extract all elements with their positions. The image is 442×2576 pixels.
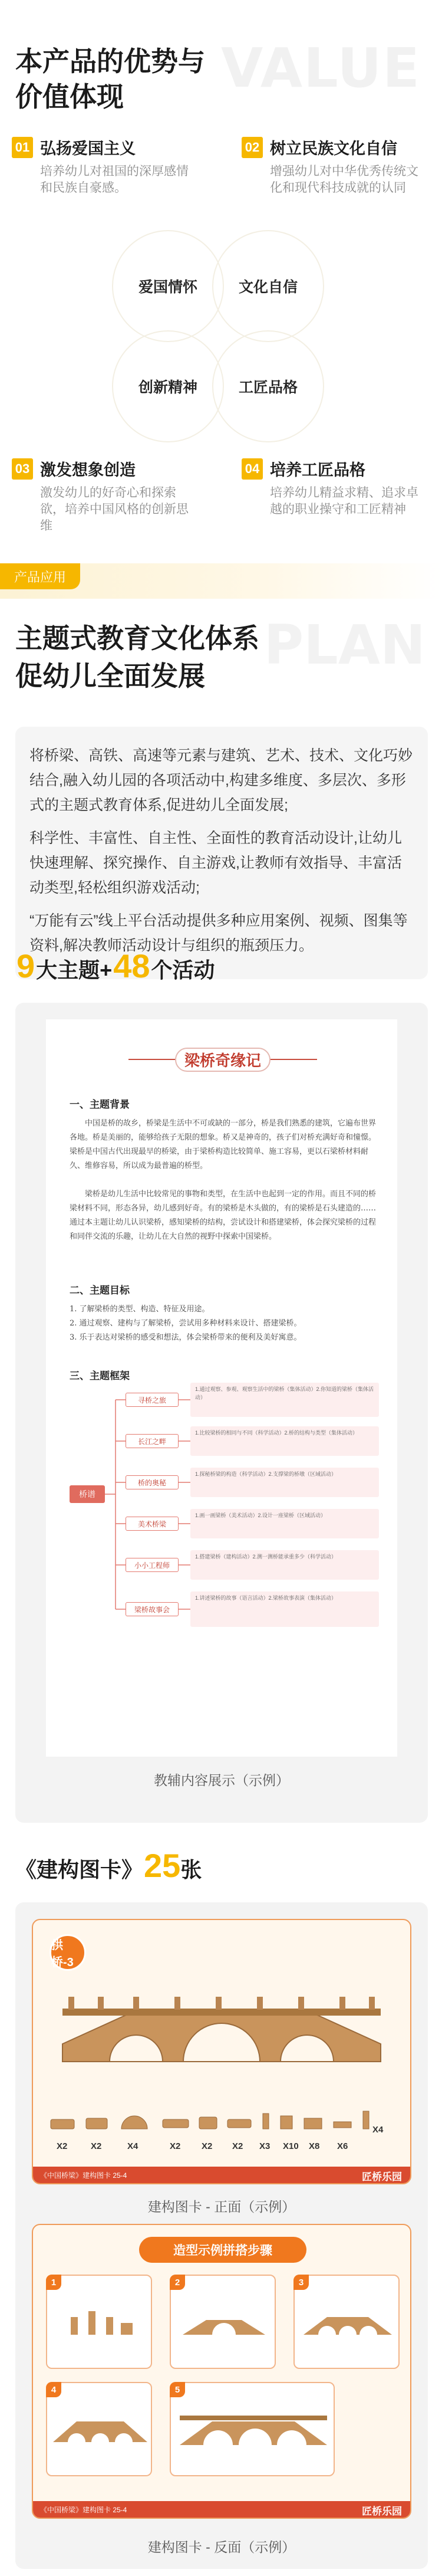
section-title-application: 主题式教育文化体系 促幼儿全面发展	[15, 623, 259, 691]
document-paragraph: 中国是桥的故乡，桥梁是生活中不可或缺的一部分，桥是我们熟悉的建筑，它遍布世界各地。桥是美丽的，能够给孩子无限的想象。桥又是神奇的，孩子们对桥充满好奇和憧憬。梁桥是中国古代出现最早的桥梁，由于梁桥构造比较简单、施工容易，更以石梁桥材料耐久、维修容易，所以成为最普遍的桥型。	[70, 1119, 377, 1170]
feature-desc: 增强幼儿对中华优秀传统文化和现代科技成就的认同	[270, 165, 418, 195]
feature-number: 03	[12, 458, 33, 480]
mindmap-detail: 1.比较梁桥的相同与不同（科学活动）2.桥的结构与类型（集体活动）	[190, 1426, 379, 1456]
section-band	[0, 563, 442, 599]
document-goals: 1. 了解梁桥的类型、构造、特征及用途。 2. 通过观察、建构与了解梁桥，尝试用多种材料来设计、搭建梁桥。 3. 乐于表达对梁桥的感受和想法，体会梁桥带来的便利及美好寓意。	[70, 1305, 302, 1342]
document-paragraph: 梁桥是幼儿生活中比较常见的事物和类型，在生活中也起到一定的作用。而且不同的桥梁材料不同，形态各异，幼儿感到好奇。有的梁桥是木头做的，有的梁桥是石头建造的……通过本主题让幼儿认识梁桥，感知梁桥的结构，尝试设计和搭建梁桥，体会探究梁桥的过程和同伴交流的乐趣，让幼儿在大自然的视野中探索中国梁桥。	[70, 1190, 377, 1241]
mindmap-detail: 1.搭建梁桥（建构活动）2.测一测桥能承重多少（科学活动）	[190, 1550, 379, 1580]
circle-craftsmanship: 工匠品格	[212, 330, 324, 442]
feature-name: 培养工匠品格	[270, 461, 365, 479]
mindmap-node: 寻桥之旅	[126, 1393, 179, 1407]
document-heading: 三、主题框架	[70, 1370, 130, 1382]
step-illustration	[171, 2383, 336, 2477]
feature-1	[12, 136, 200, 196]
mindmap-node: 长江之畔	[126, 1434, 179, 1448]
ghost-text-plan: PLAN	[263, 613, 425, 677]
step-illustration	[295, 2276, 401, 2370]
step-illustration	[171, 2276, 277, 2370]
card-footer: 《中国桥梁》建构图卡 25-4 匠桥乐园	[33, 2167, 410, 2183]
card-back	[32, 2224, 411, 2519]
document-heading: 一、主题背景	[70, 1099, 130, 1111]
document-title: 梁桥奇缘记	[128, 1044, 317, 1075]
feature-2	[242, 136, 430, 196]
feature-3	[12, 457, 200, 534]
feature-number: 01	[12, 137, 33, 158]
card-footer: 《中国桥梁》建构图卡 25-4 匠桥乐园	[33, 2501, 410, 2518]
step-illustration	[47, 2276, 153, 2370]
bridge-illustration	[57, 1973, 387, 2091]
feature-number: 02	[242, 137, 263, 158]
circle-patriotism: 爱国情怀	[112, 230, 224, 342]
card-back-caption: 建构图卡 - 反面（示例）	[147, 2539, 296, 2555]
section-title-value: 本产品的优势与 价值体现	[15, 46, 205, 112]
step-illustration	[47, 2383, 153, 2477]
feature-desc: 激发幼儿的好奇心和探索欲，培养中国风格的创新思维	[40, 486, 189, 533]
card-front-caption: 建构图卡 - 正面（示例）	[147, 2199, 296, 2214]
document-page	[46, 1019, 397, 1757]
mindmap-root: 桥谱	[70, 1485, 105, 1503]
mindmap-detail: 1.画一画梁桥（美术活动）2.设计一座梁桥（区域活动）	[190, 1509, 379, 1538]
intro-paragraph: “万能有云”线上平台活动提供多种应用案例、视频、图集等资料,解决教师活动设计与组织的瓶颈压力。	[29, 913, 408, 954]
parts-row	[45, 2108, 401, 2137]
intro-card	[15, 727, 428, 979]
document-heading: 二、主题目标	[70, 1285, 130, 1297]
quantity-labels: X2 X2 X4 X2 X2 X2 X3 X10 X8 X6 X4	[57, 2125, 384, 2151]
feature-desc: 培养幼儿精益求精、追求卓越的职业操守和工匠精神	[270, 486, 418, 516]
document-card	[15, 1003, 428, 1823]
feature-name: 树立民族文化自信	[270, 140, 397, 157]
mindmap-detail: 1.通过观察、参观、观察生活中的梁桥（集体活动）2.你知道的梁桥（集体活动）	[190, 1383, 379, 1417]
intro-paragraph: 科学性、丰富性、自主性、全面性的教育活动设计,让幼儿快速理解、探究操作、自主游戏,让教师有效指导、丰富活动类型,轻松组织游戏活动;	[29, 830, 402, 896]
circle-innovation: 创新精神	[112, 330, 224, 442]
ghost-text-value: VALUE	[220, 37, 421, 100]
mindmap-node: 小小工程师	[126, 1558, 179, 1572]
step-box: 2	[170, 2275, 276, 2369]
mindmap-detail: 1.探秘桥梁的构造（科学活动）2.支撑梁的桥墩（区域活动）	[190, 1468, 379, 1497]
value-section	[0, 0, 442, 596]
value-circles	[112, 230, 324, 460]
card-front	[32, 1919, 411, 2184]
mindmap-node: 梁桥故事会	[126, 1602, 179, 1616]
step-box: 5	[170, 2382, 335, 2476]
circle-culture: 文化自信	[212, 230, 324, 342]
step-title: 造型示例拼搭步骤	[139, 2237, 306, 2263]
step-box: 1	[46, 2275, 152, 2369]
feature-name: 弘扬爱国主义	[40, 140, 136, 157]
card-heading: 《建构图卡》 25 张	[15, 1847, 202, 1884]
step-box: 4	[46, 2382, 152, 2476]
step-box: 3	[293, 2275, 400, 2369]
section-label: 产品应用	[0, 563, 80, 589]
mindmap-node: 美术桥梁	[126, 1517, 179, 1531]
feature-number: 04	[242, 458, 263, 480]
card-showcase	[15, 1902, 428, 2569]
themes-heading: 9 大主题+ 48 个活动	[17, 947, 215, 985]
document-caption: 教辅内容展示（示例）	[154, 1773, 289, 1788]
mindmap-detail: 1.讲述梁桥的故事（语言活动）2.梁桥故事表演（集体活动）	[190, 1591, 379, 1627]
mindmap-node: 桥的奥秘	[126, 1475, 179, 1489]
feature-name: 激发想象创造	[40, 461, 136, 479]
intro-paragraph: 将桥梁、高铁、高速等元素与建筑、艺术、技术、文化巧妙结合,融入幼儿园的各项活动中,构建多维度、多层次、多形式的主题式教育体系,促进幼儿全面发展;	[29, 747, 413, 813]
feature-4	[242, 457, 430, 518]
card-badge: 拱桥-3	[50, 1934, 86, 1971]
feature-desc: 培养幼儿对祖国的深厚感情和民族自豪感。	[40, 165, 189, 195]
